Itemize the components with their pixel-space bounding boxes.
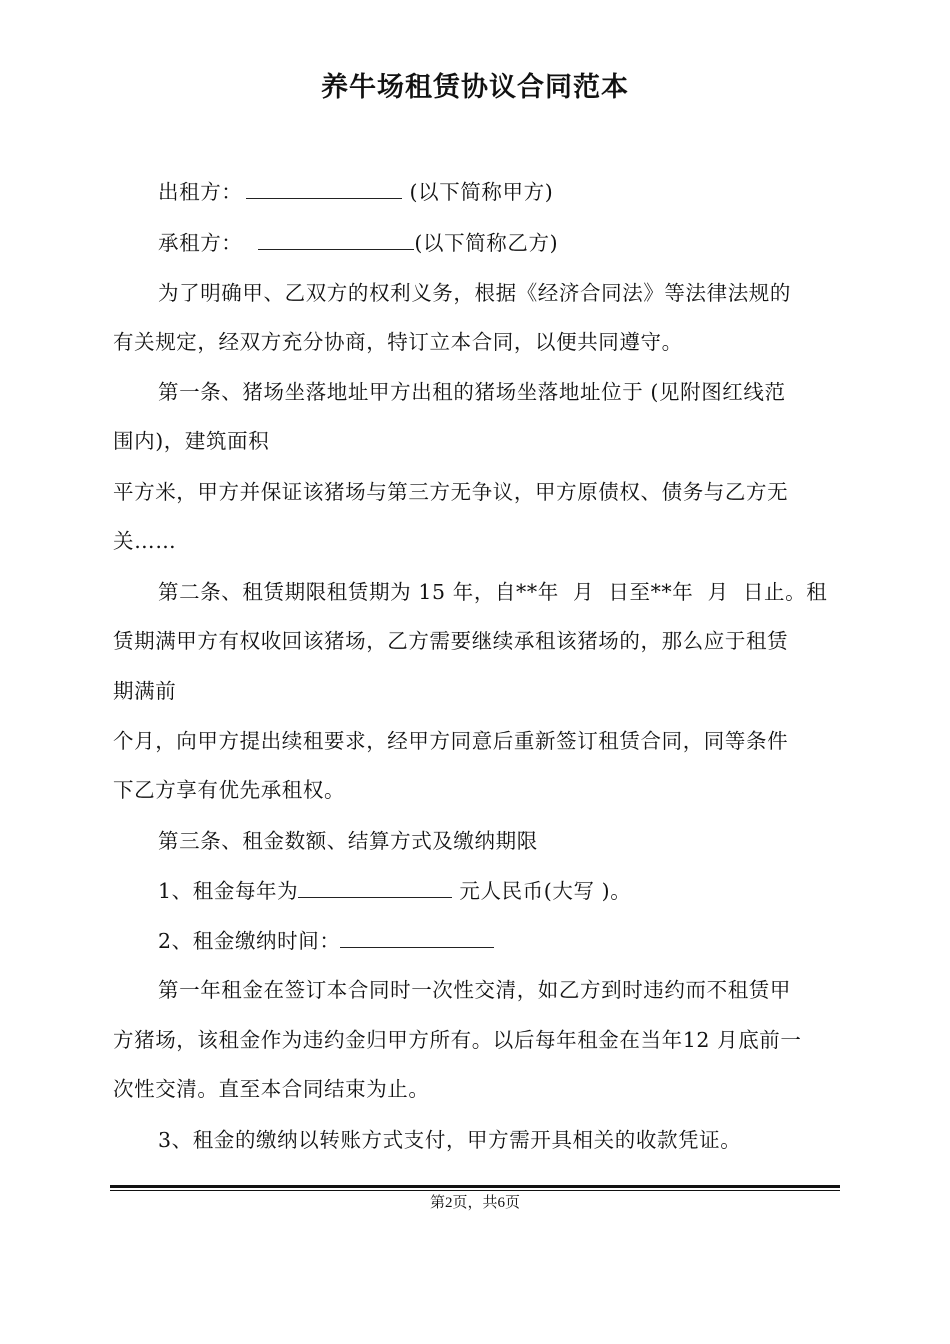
article2-line-4: 个月，向甲方提出续租要求，经甲方同意后重新签订租赁合同，同等条件 — [113, 729, 789, 753]
lessor-blank — [246, 178, 402, 199]
rent-item-1-suffix: 元人民币(大写 )。 — [452, 879, 632, 903]
article3-heading: 第三条、租金数额、结算方式及缴纳期限 — [158, 829, 538, 853]
article2-line-3: 期满前 — [113, 679, 177, 703]
article1-line-3: 平方米，甲方并保证该猪场与第三方无争议，甲方原债权、债务与乙方无 — [113, 480, 789, 504]
article1-line-1: 第一条、猪场坐落地址甲方出租的猪场坐落地址位于 (见附图红线范 — [158, 380, 786, 404]
rent-item-3: 3、租金的缴纳以转账方式支付，甲方需开具相关的收款凭证。 — [158, 1128, 742, 1152]
rent-item-2 — [158, 927, 494, 955]
preamble-line-1: 为了明确甲、乙双方的权利义务，根据《经济合同法》等法律法规的 — [158, 281, 791, 305]
document-title: 养牛场租赁协议合同范本 — [321, 72, 629, 103]
footer-rule — [110, 1185, 840, 1188]
rent-amount-blank — [298, 877, 452, 898]
article1-line-4: 关…… — [113, 529, 177, 553]
payment-line-3: 次性交清。直至本合同结束为止。 — [113, 1077, 430, 1101]
article2-line-5: 下乙方享有优先承租权。 — [113, 778, 346, 802]
lessee-line — [158, 229, 558, 257]
article1-line-2: 围内)，建筑面积 — [113, 429, 270, 453]
payment-line-1: 第一年租金在签订本合同时一次性交清，如乙方到时违约而不租赁甲 — [158, 978, 791, 1002]
footer-rule-thin — [110, 1190, 840, 1191]
rent-item-1-prefix: 1、租金每年为 — [158, 879, 299, 903]
rent-item-2-prefix: 2、租金缴纳时间： — [158, 929, 341, 953]
lessor-suffix: (以下简称甲方) — [402, 180, 554, 204]
lessor-label: 出租方： — [158, 180, 243, 204]
lessor-line — [158, 178, 553, 206]
lessee-blank — [258, 229, 414, 250]
article2-line-1: 第二条、租赁期限租赁期为 15 年，自**年 月 日至**年 月 日止。租 — [158, 580, 828, 604]
lessee-label: 承租方： — [158, 231, 243, 255]
article2-line-2: 赁期满甲方有权收回该猪场，乙方需要继续承租该猪场的，那么应于租赁 — [113, 629, 789, 653]
payment-line-2: 方猪场，该租金作为违约金归甲方所有。以后每年租金在当年12 月底前一 — [113, 1028, 802, 1052]
rent-item-1 — [158, 877, 631, 905]
lessee-suffix: (以下简称乙方) — [414, 231, 559, 255]
page-number: 第2页，共6页 — [429, 1195, 520, 1211]
preamble-line-2: 有关规定，经双方充分协商，特订立本合同，以便共同遵守。 — [113, 330, 683, 354]
rent-time-blank — [340, 927, 494, 948]
